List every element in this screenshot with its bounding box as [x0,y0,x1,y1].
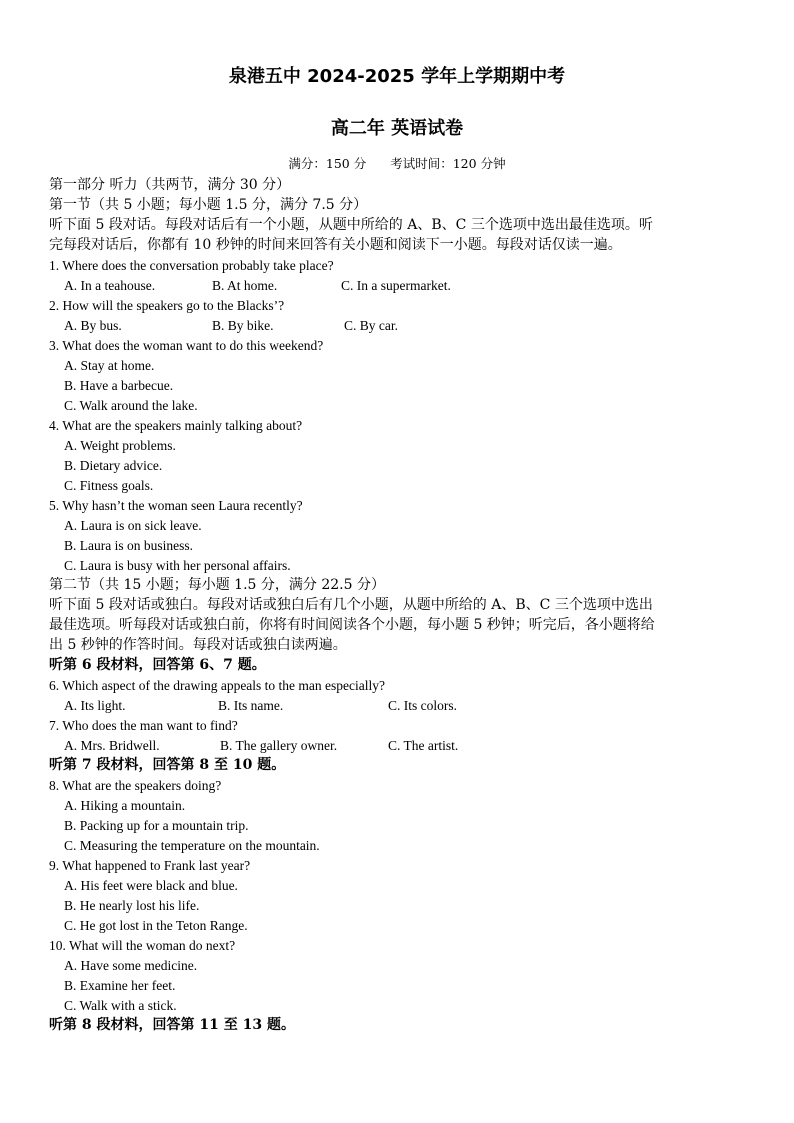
q6-option-a: A. Its light. [64,698,126,713]
question-10: 10. What will the woman do next? [49,938,236,953]
question-4: 4. What are the speakers mainly talking about? [49,418,303,433]
question-1: 1. Where does the conversation probably take place? [49,258,334,273]
q7-option-c: C. The artist. [388,738,459,753]
q6-option-c: C. Its colors. [388,698,457,713]
question-8: 8. What are the speakers doing? [49,778,222,793]
q10-option-b: B. Examine her feet. [64,978,176,993]
q7-option-a: A. Mrs. Bridwell. [64,738,160,753]
q10-option-a: A. Have some medicine. [64,958,198,973]
q3-option-c: C. Walk around the lake. [64,398,198,413]
q3-option-b: B. Have a barbecue. [64,378,174,393]
q4-option-b: B. Dietary advice. [64,458,163,473]
q9-option-a: A. His feet were black and blue. [64,878,238,893]
q5-option-b: B. Laura is on business. [64,538,193,553]
q2-option-a: A. By bus. [64,318,122,333]
q1-option-a: A. In a teahouse. [64,278,156,293]
q3-option-a: A. Stay at home. [64,358,155,373]
q9-option-b: B. He nearly lost his life. [64,898,200,913]
exam-subtitle: 高二年 英语试卷 [330,118,464,139]
q2-option-b: B. By bike. [212,318,274,333]
q4-option-a: A. Weight problems. [64,438,176,453]
material-7-heading: 听第 7 段材料，回答第 8 至 10 题。 [49,757,286,773]
part1-heading: 第一部分 听力（共两节，满分 30 分） [49,177,291,193]
q1-option-b: B. At home. [212,278,278,293]
q8-option-b: B. Packing up for a mountain trip. [64,818,249,833]
question-7: 7. Who does the man want to find? [49,718,238,733]
section2-instruction-1: 听下面 5 段对话或独白。每段对话或独白后有几个小题，从题中所给的 A、B、C 三个选项中选出 [49,597,653,613]
q8-option-c: C. Measuring the temperature on the mountain. [64,838,320,853]
q1-option-c: C. In a supermarket. [341,278,451,293]
question-5: 5. Why hasn’t the woman seen Laura recently? [49,498,303,513]
q4-option-c: C. Fitness goals. [64,478,154,493]
score-time-line [0,154,794,172]
section2-instruction-3: 出 5 秒钟的作答时间。每段对话或独白读两遍。 [49,637,347,653]
q5-option-c: C. Laura is busy with her personal affairs. [64,558,291,573]
section1-heading: 第一节（共 5 小题；每小题 1.5 分，满分 7.5 分） [49,197,368,213]
full-score: 满分：150 分 [288,156,367,171]
q7-option-b: B. The gallery owner. [220,738,338,753]
exam-time: 考试时间：120 分钟 [390,156,506,171]
section2-instruction-2: 最佳选项。听每段对话或独白前，你将有时间阅读各个小题，每小题 5 秒钟；听完后，各小题将给 [49,617,655,633]
q9-option-c: C. He got lost in the Teton Range. [64,918,248,933]
q5-option-a: A. Laura is on sick leave. [64,518,202,533]
section1-instruction-2: 完每段对话后，你都有 10 秒钟的时间来回答有关小题和阅读下一小题。每段对话仅读一遍。 [49,237,622,253]
question-9: 9. What happened to Frank last year? [49,858,251,873]
material-8-heading: 听第 8 段材料，回答第 11 至 13 题。 [49,1017,295,1033]
q8-option-a: A. Hiking a mountain. [64,798,186,813]
question-2: 2. How will the speakers go to the Blacks’? [49,298,285,313]
q2-option-c: C. By car. [344,318,398,333]
section1-instruction-1: 听下面 5 段对话。每段对话后有一个小题，从题中所给的 A、B、C 三个选项中选出最佳选项。听 [49,217,653,233]
question-3: 3. What does the woman want to do this weekend? [49,338,324,353]
material-6-heading: 听第 6 段材料，回答第 6、7 题。 [49,657,266,673]
exam-title: 泉港五中 2024-2025 学年上学期期中考 [228,66,566,87]
q10-option-c: C. Walk with a stick. [64,998,177,1013]
question-6: 6. Which aspect of the drawing appeals to the man especially? [49,678,386,693]
section2-heading: 第二节（共 15 小题；每小题 1.5 分，满分 22.5 分） [49,577,385,593]
q6-option-b: B. Its name. [218,698,284,713]
